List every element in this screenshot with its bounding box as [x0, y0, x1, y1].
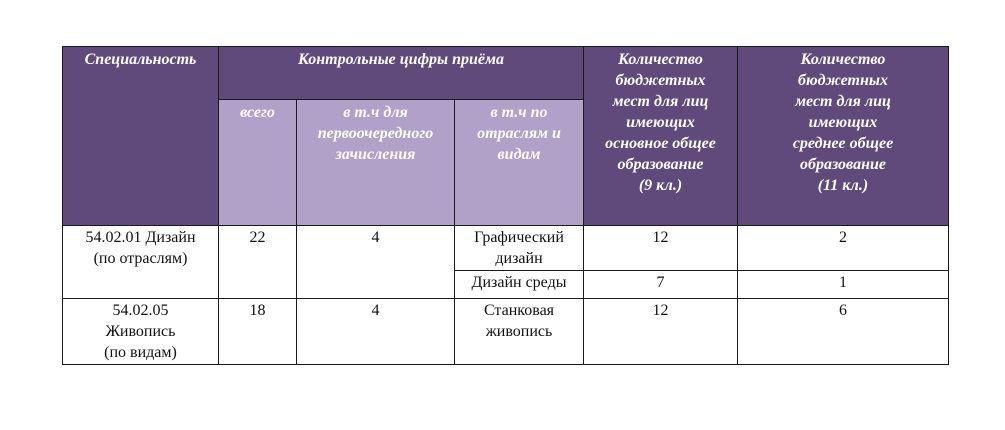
cell-priority: 4 — [297, 226, 455, 299]
table-row — [63, 299, 949, 365]
cell-secondary-11: 6 — [738, 299, 949, 365]
cell-branch: Дизайн среды — [455, 271, 584, 299]
cell-secondary-11: 2 — [738, 226, 949, 271]
cell-secondary-11: 1 — [738, 271, 949, 299]
header-control-figures: Контрольные цифры приёма — [219, 47, 584, 100]
cell-basic-9: 12 — [584, 299, 738, 365]
cell-priority: 4 — [297, 299, 455, 365]
cell-basic-9: 12 — [584, 226, 738, 271]
cell-branch: Графический дизайн — [455, 226, 584, 271]
cell-branch: Станковая живопись — [455, 299, 584, 365]
cell-specialty: 54.02.01 Дизайн (по отраслям) — [63, 226, 219, 299]
cell-basic-9: 7 — [584, 271, 738, 299]
header-budget-11: Количество бюджетных мест для лиц имеющих среднее общее образование (11 кл.) — [738, 47, 949, 226]
cell-total: 22 — [219, 226, 297, 299]
header-budget-9: Количество бюджетных мест для лиц имеющих основное общее образование (9 кл.) — [584, 47, 738, 226]
cell-specialty: 54.02.05 Живопись (по видам) — [63, 299, 219, 365]
admissions-table — [62, 46, 949, 365]
header-specialty: Специальность — [63, 47, 219, 226]
subheader-by-branch: в т.ч по отраслям и видам — [455, 100, 584, 226]
subheader-total: всего — [219, 100, 297, 226]
cell-total: 18 — [219, 299, 297, 365]
subheader-priority: в т.ч для первоочередного зачисления — [297, 100, 455, 226]
table-row — [63, 226, 949, 271]
